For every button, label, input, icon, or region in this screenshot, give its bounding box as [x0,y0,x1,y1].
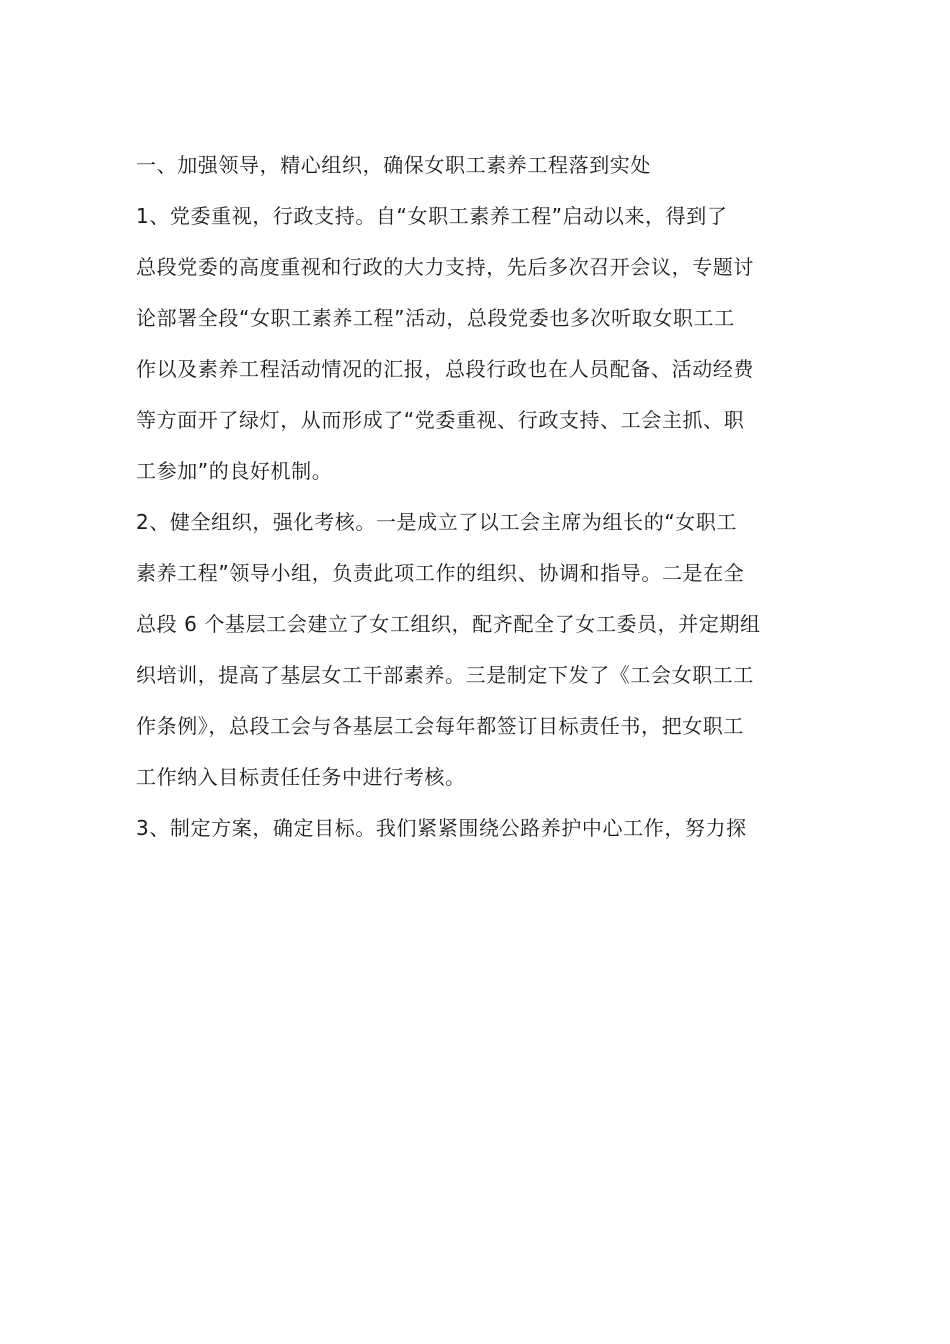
text-line: 论部署全段“女职工素养工程”活动，总段党委也多次听取女职工工 [136,306,735,330]
text-line: 作以及素养工程活动情况的汇报，总段行政也在人员配备、活动经费 [136,357,754,381]
text-line: 作条例》，总段工会与各基层工会每年都签订目标责任书，把女职工 [136,714,744,738]
text-line: 总段 6 个基层工会建立了女工组织，配齐配全了女工委员，并定期组 [136,612,761,636]
text-line: 3、制定方案，确定目标。我们紧紧围绕公路养护中心工作，努力探 [136,816,747,840]
document-body [136,140,816,854]
text-line: 等方面开了绿灯，从而形成了“党委重视、行政支持、工会主抓、职 [136,408,745,432]
text-line: 总段党委的高度重视和行政的大力支持，先后多次召开会议，专题讨 [136,255,754,279]
text-line: 素养工程”领导小组，负责此项工作的组织、协调和指导。二是在全 [136,561,745,585]
text-line: 2、健全组织，强化考核。一是成立了以工会主席为组长的“女职工 [136,510,738,534]
text-line: 1、党委重视，行政支持。自“女职工素养工程”启动以来，得到了 [136,204,728,228]
text-line: 工作纳入目标责任任务中进行考核。 [136,765,466,789]
section-heading: 一、加强领导，精心组织，确保女职工素养工程落到实处 [136,153,651,177]
text-line: 织培训，提高了基层女工干部素养。三是制定下发了《工会女职工工 [136,663,754,687]
text-line: 工参加”的良好机制。 [136,459,333,483]
